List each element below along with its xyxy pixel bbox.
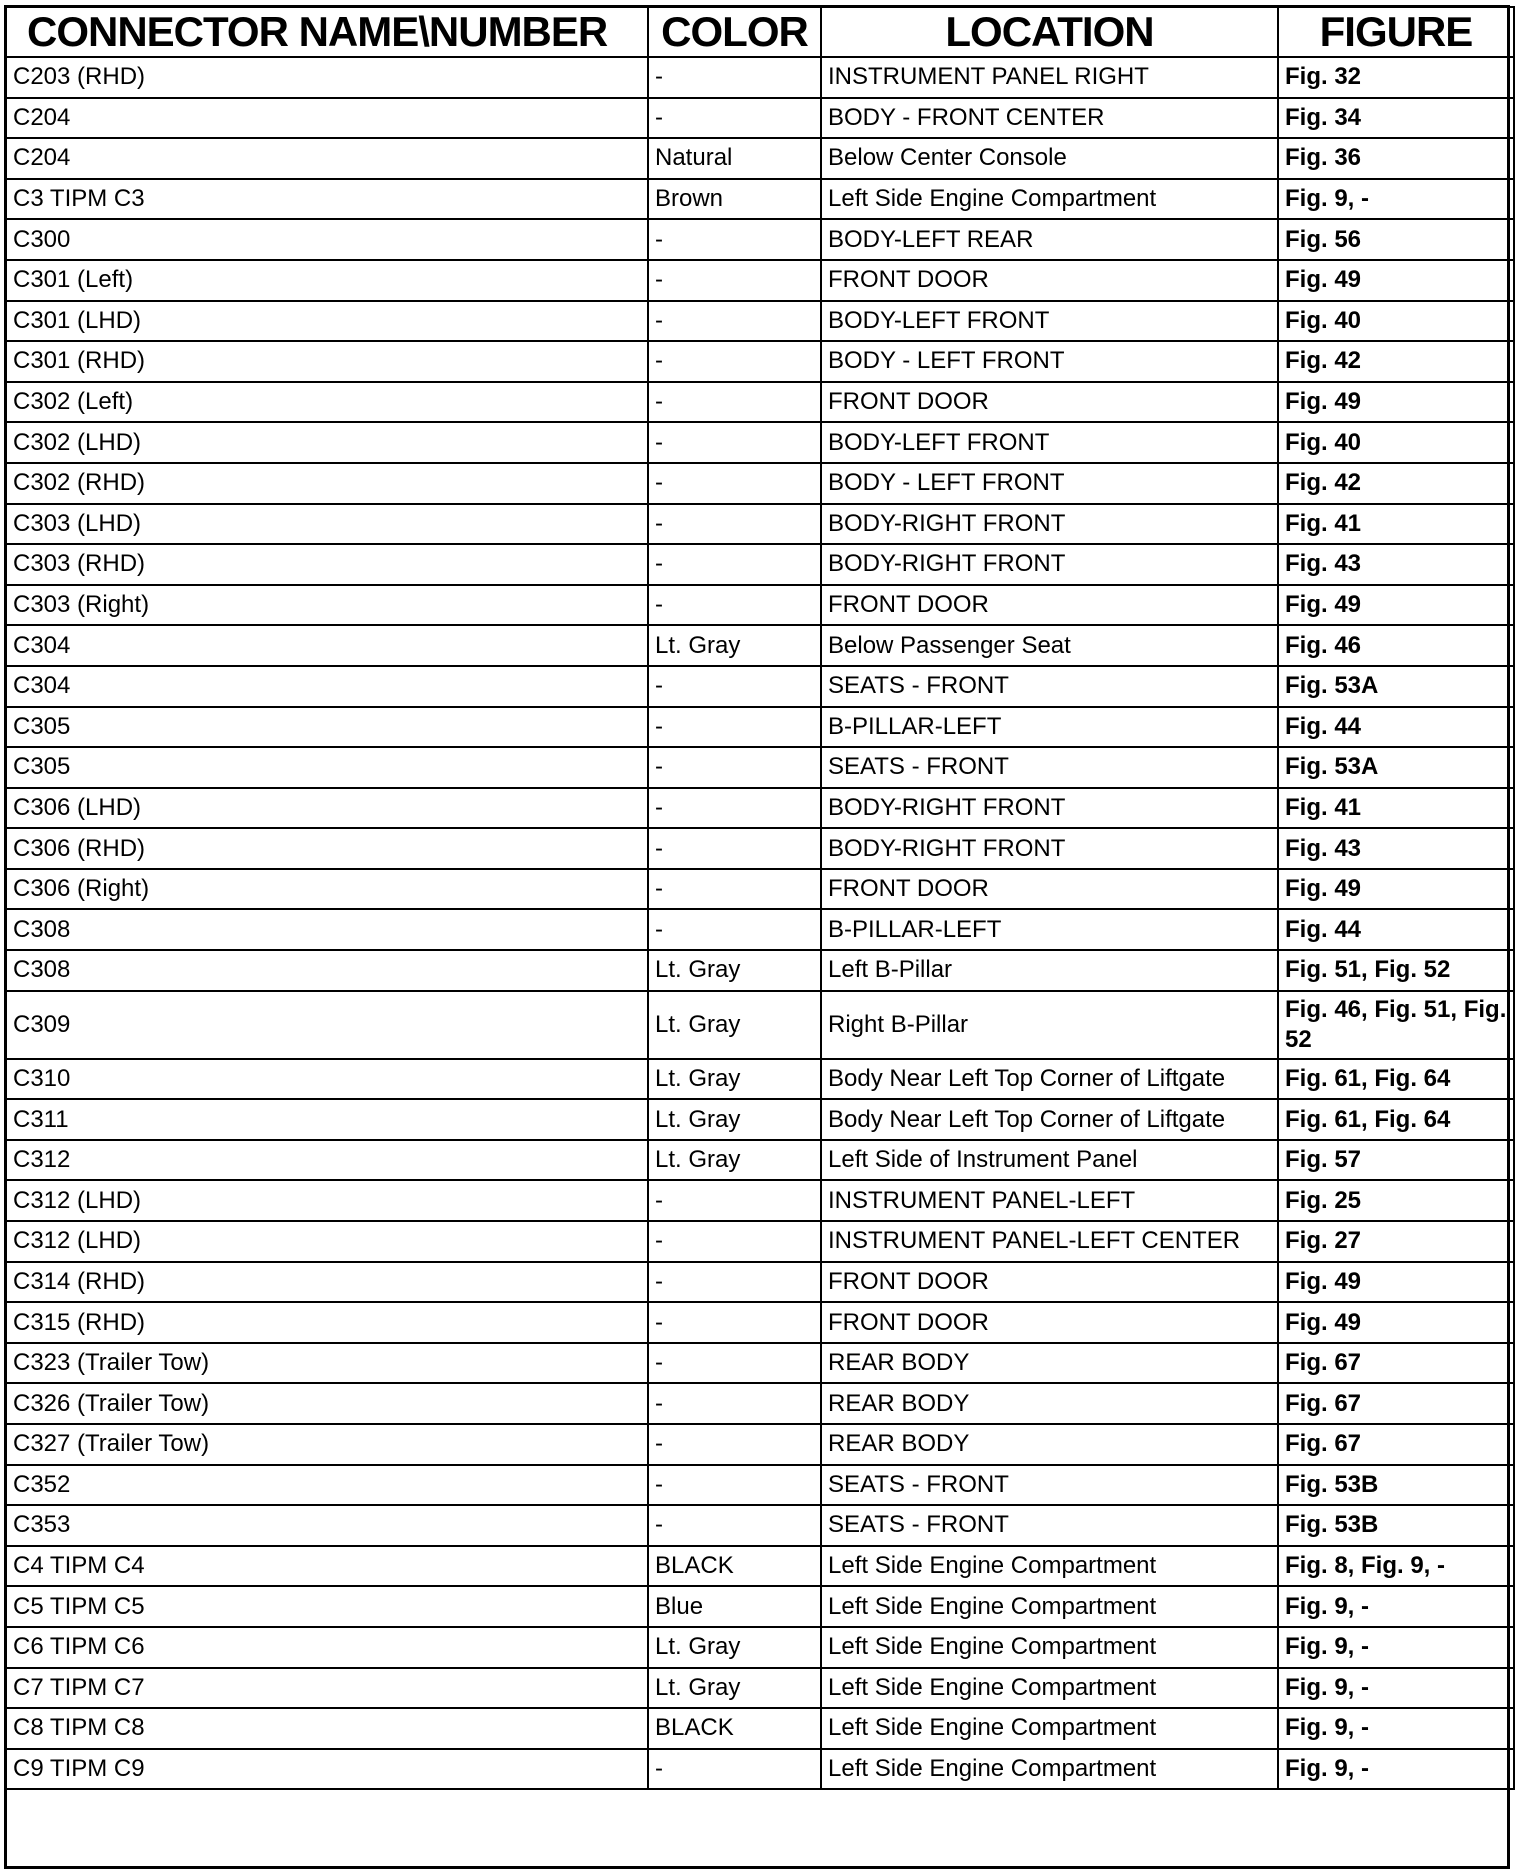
table-row [6,1424,1514,1465]
cell-figure: Fig. 49 [1278,382,1514,423]
cell-color: Lt. Gray [648,1059,821,1100]
cell-connector-name: C6 TIPM C6 [6,1627,648,1668]
cell-location: Left Side Engine Compartment [821,179,1278,220]
table-row [6,950,1514,991]
table-row [6,1465,1514,1506]
cell-connector-name: C7 TIPM C7 [6,1668,648,1709]
table-row [6,1749,1514,1790]
header-color: COLOR [648,7,821,57]
cell-location: FRONT DOOR [821,382,1278,423]
cell-color: Lt. Gray [648,1668,821,1709]
cell-connector-name: C308 [6,909,648,950]
cell-connector-name: C304 [6,625,648,666]
cell-color: - [648,1505,821,1546]
cell-connector-name: C352 [6,1465,648,1506]
cell-figure: Fig. 56 [1278,219,1514,260]
table-row [6,666,1514,707]
cell-color: Lt. Gray [648,1140,821,1181]
cell-color: - [648,422,821,463]
cell-color: - [648,1465,821,1506]
cell-figure: Fig. 49 [1278,1262,1514,1303]
cell-connector-name: C306 (Right) [6,869,648,910]
cell-color: Lt. Gray [648,1627,821,1668]
cell-connector-name: C300 [6,219,648,260]
cell-location: BODY - LEFT FRONT [821,341,1278,382]
cell-color: - [648,869,821,910]
cell-figure: Fig. 53A [1278,747,1514,788]
cell-connector-name: C308 [6,950,648,991]
cell-location: REAR BODY [821,1383,1278,1424]
table-row [6,260,1514,301]
cell-figure: Fig. 41 [1278,504,1514,545]
cell-connector-name: C303 (Right) [6,585,648,626]
table-row [6,1140,1514,1181]
cell-location: REAR BODY [821,1424,1278,1465]
cell-connector-name: C353 [6,1505,648,1546]
cell-figure: Fig. 61, Fig. 64 [1278,1059,1514,1100]
cell-color: - [648,1262,821,1303]
cell-color: - [648,98,821,139]
cell-location: Left Side Engine Compartment [821,1586,1278,1627]
cell-figure: Fig. 44 [1278,707,1514,748]
cell-color: - [648,747,821,788]
cell-location: REAR BODY [821,1343,1278,1384]
cell-color: - [648,301,821,342]
cell-color: - [648,504,821,545]
cell-color: - [648,1383,821,1424]
cell-location: BODY-LEFT REAR [821,219,1278,260]
cell-location: INSTRUMENT PANEL-LEFT [821,1180,1278,1221]
cell-location: BODY - LEFT FRONT [821,463,1278,504]
cell-color: - [648,1424,821,1465]
header-figure: FIGURE [1278,7,1514,57]
cell-figure: Fig. 53B [1278,1505,1514,1546]
cell-figure: Fig. 49 [1278,869,1514,910]
cell-connector-name: C304 [6,666,648,707]
cell-connector-name: C301 (RHD) [6,341,648,382]
cell-figure: Fig. 53B [1278,1465,1514,1506]
connector-table-document [5,6,1515,1790]
cell-figure: Fig. 51, Fig. 52 [1278,950,1514,991]
cell-figure: Fig. 49 [1278,1302,1514,1343]
cell-connector-name: C302 (RHD) [6,463,648,504]
cell-location: FRONT DOOR [821,1262,1278,1303]
table-row [6,869,1514,910]
cell-connector-name: C3 TIPM C3 [6,179,648,220]
cell-connector-name: C4 TIPM C4 [6,1546,648,1587]
cell-color: - [648,828,821,869]
cell-color: - [648,666,821,707]
cell-figure: Fig. 9, - [1278,1586,1514,1627]
connector-table [5,6,1515,1790]
cell-location: SEATS - FRONT [821,1505,1278,1546]
cell-color: - [648,1221,821,1262]
table-row [6,504,1514,545]
cell-connector-name: C5 TIPM C5 [6,1586,648,1627]
cell-figure: Fig. 46, Fig. 51, Fig. 52 [1278,991,1514,1059]
cell-location: BODY - FRONT CENTER [821,98,1278,139]
cell-figure: Fig. 42 [1278,463,1514,504]
cell-color: - [648,1180,821,1221]
cell-connector-name: C314 (RHD) [6,1262,648,1303]
cell-figure: Fig. 57 [1278,1140,1514,1181]
cell-connector-name: C9 TIPM C9 [6,1749,648,1790]
cell-figure: Fig. 9, - [1278,179,1514,220]
cell-color: Blue [648,1586,821,1627]
cell-color: Lt. Gray [648,625,821,666]
table-row [6,382,1514,423]
table-row [6,828,1514,869]
table-body [6,57,1514,1789]
cell-color: - [648,382,821,423]
cell-connector-name: C309 [6,991,648,1059]
cell-color: - [648,544,821,585]
cell-location: Right B-Pillar [821,991,1278,1059]
cell-connector-name: C310 [6,1059,648,1100]
table-row [6,1059,1514,1100]
header-location: LOCATION [821,7,1278,57]
table-row [6,1383,1514,1424]
cell-figure: Fig. 41 [1278,788,1514,829]
cell-figure: Fig. 9, - [1278,1668,1514,1709]
header-connector-name: CONNECTOR NAME\NUMBER [6,7,648,57]
cell-connector-name: C301 (LHD) [6,301,648,342]
cell-color: Brown [648,179,821,220]
cell-connector-name: C204 [6,98,648,139]
table-row [6,219,1514,260]
cell-figure: Fig. 9, - [1278,1749,1514,1790]
cell-connector-name: C303 (LHD) [6,504,648,545]
cell-location: SEATS - FRONT [821,1465,1278,1506]
cell-color: BLACK [648,1708,821,1749]
table-row [6,1668,1514,1709]
cell-location: Left Side Engine Compartment [821,1668,1278,1709]
cell-location: BODY-LEFT FRONT [821,422,1278,463]
cell-color: - [648,585,821,626]
cell-figure: Fig. 34 [1278,98,1514,139]
cell-location: BODY-RIGHT FRONT [821,504,1278,545]
cell-color: - [648,341,821,382]
cell-location: Left Side Engine Compartment [821,1546,1278,1587]
cell-connector-name: C303 (RHD) [6,544,648,585]
cell-location: BODY-RIGHT FRONT [821,828,1278,869]
table-row [6,1302,1514,1343]
cell-figure: Fig. 67 [1278,1424,1514,1465]
cell-connector-name: C323 (Trailer Tow) [6,1343,648,1384]
cell-color: Lt. Gray [648,991,821,1059]
cell-color: - [648,463,821,504]
cell-color: Lt. Gray [648,1099,821,1140]
cell-figure: Fig. 49 [1278,585,1514,626]
table-row [6,707,1514,748]
cell-location: FRONT DOOR [821,260,1278,301]
table-row [6,138,1514,179]
cell-figure: Fig. 43 [1278,544,1514,585]
cell-location: B-PILLAR-LEFT [821,909,1278,950]
table-row [6,909,1514,950]
cell-location: Body Near Left Top Corner of Liftgate [821,1099,1278,1140]
cell-connector-name: C302 (Left) [6,382,648,423]
table-row [6,625,1514,666]
cell-figure: Fig. 40 [1278,301,1514,342]
cell-location: Left Side Engine Compartment [821,1627,1278,1668]
cell-figure: Fig. 25 [1278,1180,1514,1221]
cell-figure: Fig. 61, Fig. 64 [1278,1099,1514,1140]
cell-figure: Fig. 53A [1278,666,1514,707]
table-row [6,341,1514,382]
table-row [6,57,1514,98]
table-row [6,422,1514,463]
cell-figure: Fig. 67 [1278,1383,1514,1424]
cell-connector-name: C312 (LHD) [6,1221,648,1262]
cell-connector-name: C305 [6,747,648,788]
cell-location: INSTRUMENT PANEL RIGHT [821,57,1278,98]
cell-connector-name: C203 (RHD) [6,57,648,98]
header-row [6,7,1514,57]
cell-figure: Fig. 43 [1278,828,1514,869]
cell-location: SEATS - FRONT [821,666,1278,707]
cell-location: BODY-RIGHT FRONT [821,788,1278,829]
table-row [6,788,1514,829]
cell-connector-name: C306 (RHD) [6,828,648,869]
cell-color: - [648,909,821,950]
cell-location: INSTRUMENT PANEL-LEFT CENTER [821,1221,1278,1262]
cell-location: FRONT DOOR [821,585,1278,626]
cell-figure: Fig. 9, - [1278,1627,1514,1668]
cell-location: Below Center Console [821,138,1278,179]
cell-connector-name: C301 (Left) [6,260,648,301]
cell-color: - [648,788,821,829]
cell-location: FRONT DOOR [821,1302,1278,1343]
table-row [6,98,1514,139]
cell-connector-name: C326 (Trailer Tow) [6,1383,648,1424]
cell-location: SEATS - FRONT [821,747,1278,788]
table-row [6,747,1514,788]
cell-connector-name: C302 (LHD) [6,422,648,463]
cell-location: BODY-LEFT FRONT [821,301,1278,342]
cell-connector-name: C315 (RHD) [6,1302,648,1343]
cell-color: - [648,260,821,301]
cell-connector-name: C204 [6,138,648,179]
cell-color: - [648,707,821,748]
table-row [6,179,1514,220]
table-row [6,1505,1514,1546]
table-row [6,1546,1514,1587]
cell-figure: Fig. 9, - [1278,1708,1514,1749]
cell-location: B-PILLAR-LEFT [821,707,1278,748]
table-row [6,1586,1514,1627]
cell-location: Left Side Engine Compartment [821,1749,1278,1790]
cell-color: Natural [648,138,821,179]
cell-figure: Fig. 27 [1278,1221,1514,1262]
table-row [6,1180,1514,1221]
table-row [6,585,1514,626]
table-row [6,463,1514,504]
cell-location: BODY-RIGHT FRONT [821,544,1278,585]
cell-location: Left Side of Instrument Panel [821,1140,1278,1181]
table-row [6,301,1514,342]
table-row [6,1708,1514,1749]
cell-figure: Fig. 46 [1278,625,1514,666]
cell-connector-name: C327 (Trailer Tow) [6,1424,648,1465]
cell-figure: Fig. 49 [1278,260,1514,301]
cell-color: Lt. Gray [648,950,821,991]
cell-color: - [648,57,821,98]
cell-figure: Fig. 32 [1278,57,1514,98]
cell-connector-name: C305 [6,707,648,748]
cell-figure: Fig. 42 [1278,341,1514,382]
cell-connector-name: C306 (LHD) [6,788,648,829]
cell-connector-name: C8 TIPM C8 [6,1708,648,1749]
table-row [6,1343,1514,1384]
cell-connector-name: C312 [6,1140,648,1181]
cell-figure: Fig. 40 [1278,422,1514,463]
table-row [6,1627,1514,1668]
table-row [6,1099,1514,1140]
table-row [6,1221,1514,1262]
cell-location: Below Passenger Seat [821,625,1278,666]
cell-color: - [648,1343,821,1384]
cell-figure: Fig. 8, Fig. 9, - [1278,1546,1514,1587]
cell-location: Left B-Pillar [821,950,1278,991]
cell-color: - [648,1749,821,1790]
cell-figure: Fig. 36 [1278,138,1514,179]
table-row [6,544,1514,585]
cell-figure: Fig. 44 [1278,909,1514,950]
cell-figure: Fig. 67 [1278,1343,1514,1384]
cell-color: - [648,219,821,260]
cell-connector-name: C311 [6,1099,648,1140]
cell-location: Left Side Engine Compartment [821,1708,1278,1749]
cell-color: - [648,1302,821,1343]
table-row [6,991,1514,1059]
cell-location: Body Near Left Top Corner of Liftgate [821,1059,1278,1100]
cell-location: FRONT DOOR [821,869,1278,910]
cell-connector-name: C312 (LHD) [6,1180,648,1221]
table-row [6,1262,1514,1303]
cell-color: BLACK [648,1546,821,1587]
